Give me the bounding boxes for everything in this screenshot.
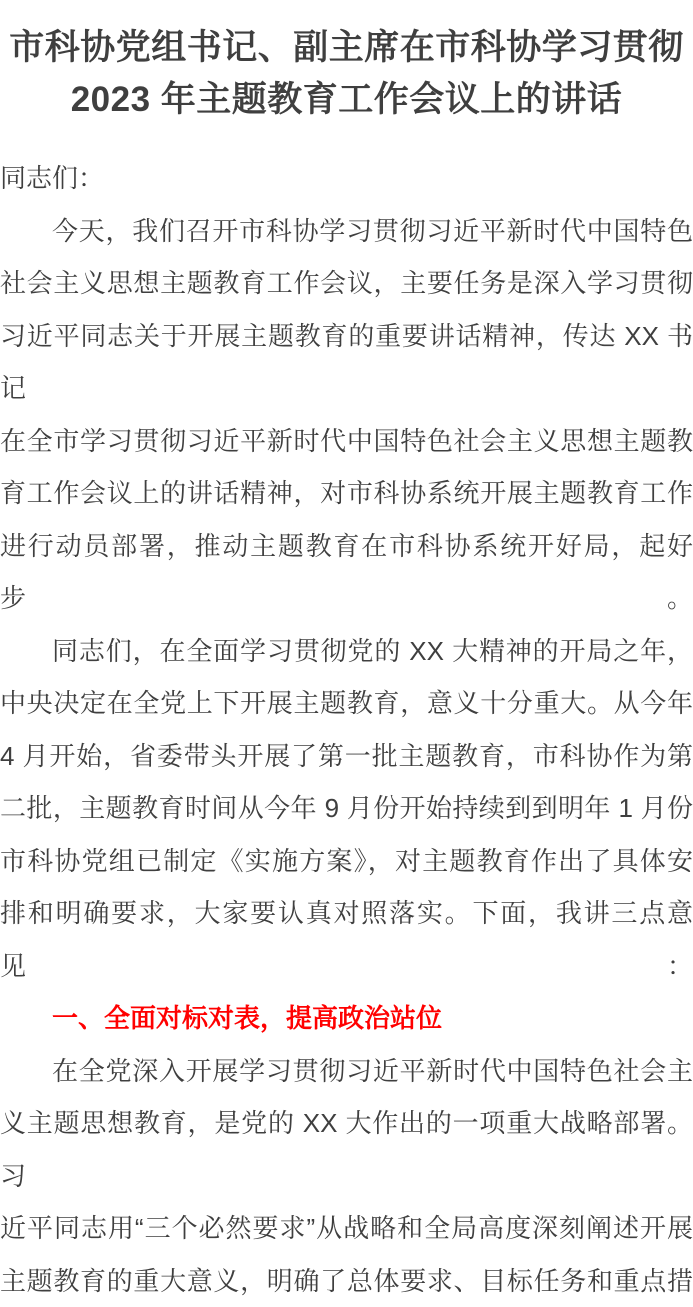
page-title (0, 0, 693, 126)
body-line: 今天，我们召开市科协学习贯彻习近平新时代中国特色 (0, 205, 693, 258)
title-line-1: 市科协党组书记、副主席在市科协学习贯彻 (0, 22, 693, 74)
title-line-2: 2023 年主题教育工作会议上的讲话 (0, 74, 693, 126)
document-body (0, 152, 693, 1307)
body-line: 社会主义思想主题教育工作会议，主要任务是深入学习贯彻 (0, 257, 693, 310)
body-line: 中央决定在全党上下开展主题教育，意义十分重大。从今年 (0, 677, 693, 730)
body-line: 排和明确要求，大家要认真对照落实。下面，我讲三点意见： (0, 887, 693, 992)
body-line: 义主题思想教育，是党的 XX 大作出的一项重大战略部署。习 (0, 1097, 693, 1202)
body-line: 习近平同志关于开展主题教育的重要讲话精神，传达 XX 书记 (0, 310, 693, 415)
body-line: 二批，主题教育时间从今年 9 月份开始持续到到明年 1 月份 (0, 782, 693, 835)
body-line: 育工作会议上的讲话精神，对市科协系统开展主题教育工作 (0, 467, 693, 520)
body-line: 4 月开始，省委带头开展了第一批主题教育，市科协作为第 (0, 730, 693, 783)
body-line: 在全党深入开展学习贯彻习近平新时代中国特色社会主 (0, 1045, 693, 1098)
body-line: 主题教育的重大意义，明确了总体要求、目标任务和重点措 (0, 1255, 693, 1307)
body-line: 在全市学习贯彻习近平新时代中国特色社会主义思想主题教 (0, 415, 693, 468)
body-line: 市科协党组已制定《实施方案》，对主题教育作出了具体安 (0, 835, 693, 888)
body-line: 进行动员部署，推动主题教育在市科协系统开好局，起好步。 (0, 520, 693, 625)
salutation-line: 同志们： (0, 152, 693, 205)
body-line: 同志们，在全面学习贯彻党的 XX 大精神的开局之年， (0, 625, 693, 678)
section-heading-1: 一、全面对标对表，提高政治站位 (0, 992, 693, 1045)
body-line: 近平同志用“三个必然要求”从战略和全局高度深刻阐述开展 (0, 1202, 693, 1255)
